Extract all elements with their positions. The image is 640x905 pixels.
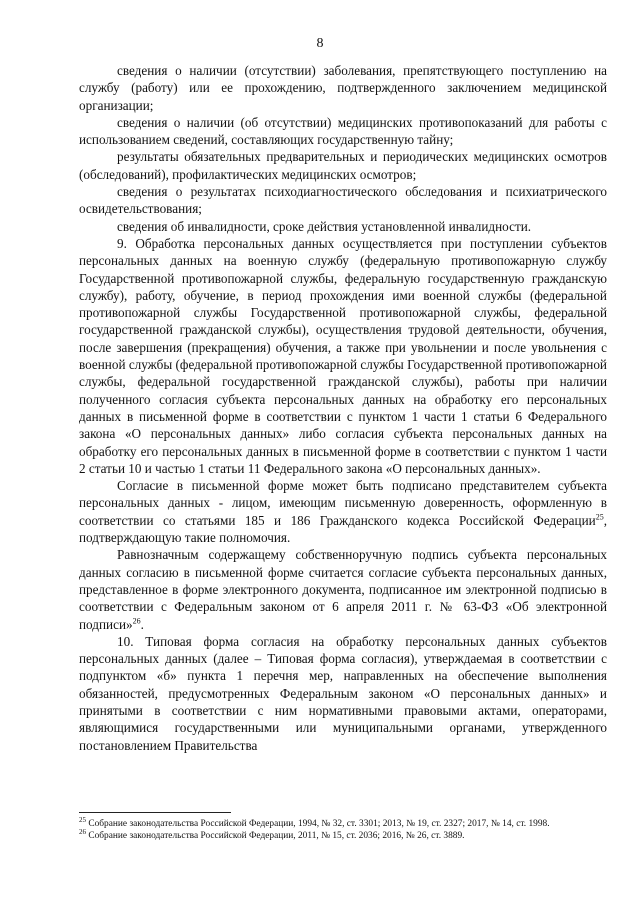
footnotes — [79, 815, 607, 842]
footnote-divider — [79, 812, 231, 813]
paragraph-consent-representative — [79, 477, 607, 546]
paragraph: сведения о наличии (отсутствии) заболевания, препятствующего поступлению на службу (работу) или ее прохождению, подтвержденного заключением медицинской организации; — [79, 63, 607, 113]
paragraph-tail: , подтверждающую такие полномочия. — [79, 512, 607, 546]
paragraph-item-10: 10. Типовая форма согласия на обработку персональных данных субъектов персональных данных (далее – Типовая форма согласия), утверждаемая в соответствии с подпунктом «б» пункта 1 перечня мер, направленных на обеспечение выполнения обязанностей, предусмотренных Федеральным законом «О персональных данных» и принятыми в соответствии с ним нормативными правовыми актами, операторами, являющимися государственными или муниципальными органами, утвержденного постановлением Правительства — [79, 633, 607, 753]
footnote-ref-25[interactable]: 25 — [595, 512, 604, 522]
footnote-mark: 25 — [79, 815, 86, 824]
footnote-25 — [79, 815, 607, 830]
paragraph-electronic-consent — [79, 546, 607, 632]
footnote-text: Собрание законодательства Российской Федерации, 1994, № 32, ст. 3301; 2013, № 19, ст. 2327; 2017, № 14, ст. 1998. — [86, 819, 550, 829]
paragraph-text: Равнозначным содержащему собственноручную подпись субъекта персональных данных согласию в письменной форме считается согласие субъекта персональных данных, представленное в форме электронного документа, подписанное им электронной подписью в соответствии с Федеральным законом от 6 апреля 2011 г. № 63-ФЗ «Об электронной подписи» — [79, 547, 607, 632]
body-text — [79, 62, 607, 754]
paragraph: сведения о результатах психодиагностического обследования и психиатрического освидетельствования; — [79, 184, 607, 217]
footnote-mark: 26 — [79, 827, 86, 836]
paragraph: сведения о наличии (об отсутствии) медицинских противопоказаний для работы с использованием сведений, составляющих государственную тайну; — [79, 114, 607, 148]
paragraph-tail: . — [140, 616, 144, 632]
footnote-ref-26[interactable]: 26 — [132, 616, 141, 626]
paragraph: сведения об инвалидности, сроке действия установленной инвалидности. — [117, 218, 532, 234]
paragraph: результаты обязательных предварительных и периодических медицинских осмотров (обследований), профилактических медицинских осмотров; — [79, 149, 607, 182]
page-number: 8 — [316, 36, 324, 51]
footnote-26 — [79, 827, 607, 842]
footnote-text: Собрание законодательства Российской Федерации, 2011, № 15, ст. 2036; 2016, № 26, ст. 3889. — [86, 831, 465, 841]
paragraph-text: Согласие в письменной форме может быть подписано представителем субъекта персональных данных - лицом, имеющим письменную доверенность, оформленную в соответствии со статьями 185 и 186 Гражданского кодекса Российской Федерации — [79, 478, 607, 528]
paragraph-item-9: 9. Обработка персональных данных осуществляется при поступлении субъектов персональных данных на военную службу (федеральную противопожарную службу Государственной противопожарной службы, федеральную государственную гражданскую службу), работу, обучение, в период прохождения ими военной службы (федеральной противопожарной службы Государственной противопожарной службы, федеральной государственной гражданской службы), осуществления трудовой деятельности, обучения, после завершения (прекращения) обучения, а также при увольнении и после увольнения с военной службы (федеральной противопожарной службы Государственной противопожарной службы, федеральной государственной гражданской службы), работы при наличии полученного согласия субъекта персональных данных на обработку его персональных данных в письменной форме в соответствии с пунктом 1 части 1 статьи 6 Федерального закона «О персональных данных» либо согласия субъекта персональных данных на обработку его персональных данных в письменной форме в соответствии с пунктом 1 части 2 статьи 10 и частью 1 статьи 11 Федерального закона «О персональных данных». — [79, 235, 607, 476]
